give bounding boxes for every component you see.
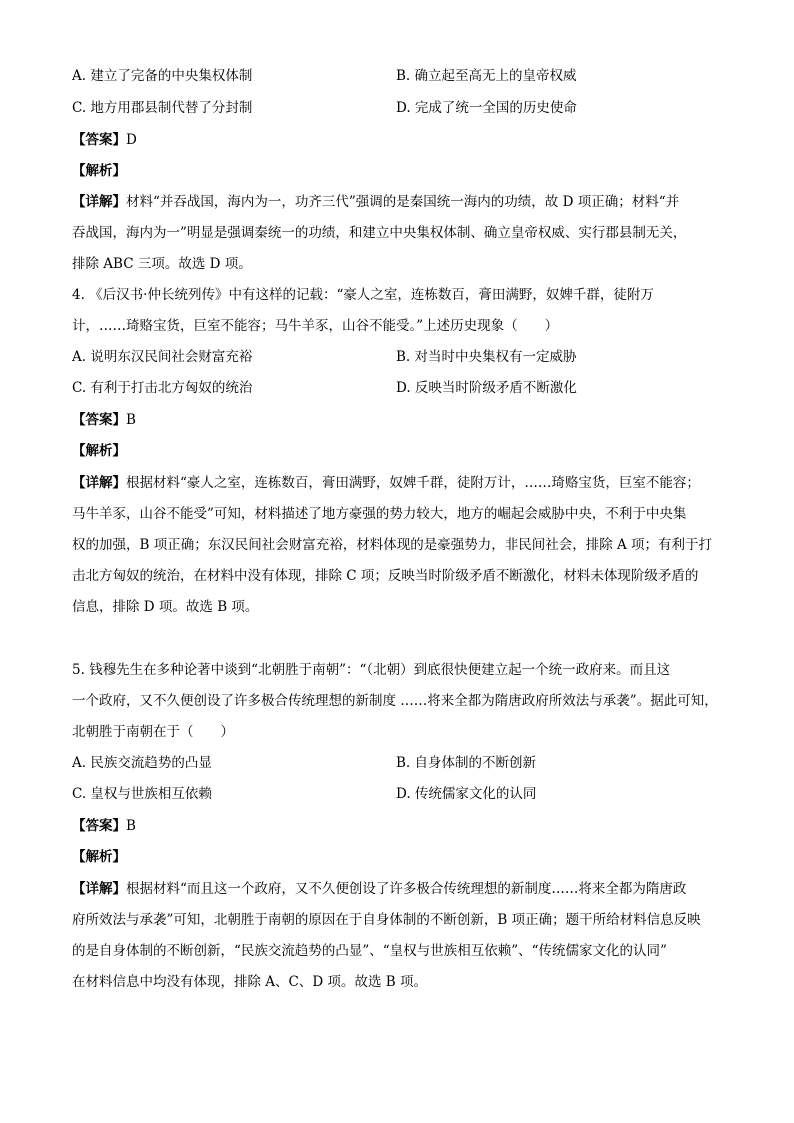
q3-answer — [72, 129, 137, 151]
q3-detail-line-1 — [72, 191, 679, 213]
q4-detail-line-3: 权的加强，B 项正确；东汉民间社会财富充裕，材料体现的是豪强势力，非民间社会，排除 A 项；有利于打 — [72, 537, 713, 553]
q5-detail-line-2: 府所效法与承袭”可知，北朝胜于南朝的原因在于自身体制的不断创新，B 项正确；题干所给材料信息反映 — [72, 912, 701, 928]
answer-value: B — [126, 818, 136, 834]
q3-option-b: B. 确立起至高无上的皇帝权威 — [396, 68, 577, 84]
q4-stem-line-1: 4. 《后汉书·仲长统列传》中有这样的记载：“豪人之室，连栋数百，膏田满野，奴婢千群，徒附万 — [72, 287, 654, 303]
detail-label: 【详解】 — [72, 194, 126, 210]
q5-option-c: C. 皇权与世族相互依赖 — [72, 786, 212, 802]
q4-detail-line-5: 信息，排除 D 项。故选 B 项。 — [72, 599, 259, 615]
q4-detail-line-4: 击北方匈奴的统治，在材料中没有体现，排除 C 项；反映当时阶级矛盾不断激化，材料未体现阶级矛盾的 — [72, 568, 699, 584]
q5-stem-line-3: 北朝胜于南朝在于（ ） — [72, 724, 234, 740]
q5-detail-line-1 — [72, 878, 686, 900]
q5-option-d: D. 传统儒家文化的认同 — [396, 786, 537, 802]
q4-option-c: C. 有利于打击北方匈奴的统治 — [72, 380, 253, 396]
answer-value: B — [126, 412, 136, 428]
q4-option-b: B. 对当时中央集权有一定威胁 — [396, 349, 577, 365]
q5-option-a: A. 民族交流趋势的凸显 — [72, 755, 212, 771]
detail-label: 【详解】 — [72, 881, 126, 897]
answer-value: D — [126, 132, 137, 148]
detail-text: 根据材料“而且这一个政府，又不久便创设了许多极合传统理想的新制度……将来全都为隋唐政 — [126, 881, 687, 897]
q3-option-d: D. 完成了统一全国的历史使命 — [396, 100, 577, 116]
answer-label: 【答案】 — [72, 412, 126, 428]
q3-option-a: A. 建立了完备的中央集权体制 — [72, 68, 253, 84]
detail-label: 【详解】 — [72, 475, 126, 491]
q5-analysis-label: 【解析】 — [72, 849, 126, 865]
q3-option-c: C. 地方用郡县制代替了分封制 — [72, 100, 253, 116]
q5-answer — [72, 815, 136, 837]
answer-label: 【答案】 — [72, 132, 126, 148]
detail-text: 根据材料“豪人之室，连栋数百，膏田满野，奴婢千群，徒附万计，……琦赂宝货，巨室不能容； — [126, 475, 700, 491]
detail-text: 材料“并吞战国，海内为一，功齐三代”强调的是秦国统一海内的功绩，故 D 项正确；材料“并 — [126, 194, 680, 210]
q3-detail-line-3: 排除 ABC 三项。故选 D 项。 — [72, 256, 252, 272]
answer-label: 【答案】 — [72, 818, 126, 834]
q5-detail-line-4: 在材料信息中均没有体现，排除 A、C、D 项。故选 B 项。 — [72, 974, 427, 990]
q5-stem-line-1: 5. 钱穆先生在多种论著中谈到“北朝胜于南朝”：“（北朝）到底很快便建立起一个统一政府来。而且这 — [72, 662, 671, 678]
q5-detail-line-3: 的是自身体制的不断创新，“民族交流趋势的凸显”、“皇权与世族相互依赖”、“传统儒家文化的认同” — [72, 943, 667, 959]
q4-detail-line-2: 马牛羊豕，山谷不能受”可知，材料描述了地方豪强的势力较大，地方的崛起会威胁中央，不利于中央集 — [72, 506, 687, 522]
q4-detail-line-1 — [72, 472, 700, 494]
q5-option-b: B. 自身体制的不断创新 — [396, 755, 537, 771]
q3-detail-line-2: 吞战国，海内为一”明显是强调秦统一的功绩，和建立中央集权体制、确立皇帝权威、实行郡县制无关， — [72, 225, 687, 241]
q4-analysis-label: 【解析】 — [72, 443, 126, 459]
q4-answer — [72, 409, 136, 431]
q4-option-d: D. 反映当时阶级矛盾不断激化 — [396, 380, 577, 396]
q4-option-a: A. 说明东汉民间社会财富充裕 — [72, 349, 253, 365]
q3-analysis-label: 【解析】 — [72, 163, 126, 179]
q5-stem-line-2: 一个政府，又不久便创设了许多极合传统理想的新制度 ……将来全都为隋唐政府所效法与承袭”。据此可知， — [72, 693, 718, 709]
q4-stem-line-2: 计，……琦赂宝货，巨室不能容；马牛羊豕，山谷不能受。”上述历史现象（ ） — [72, 318, 559, 334]
